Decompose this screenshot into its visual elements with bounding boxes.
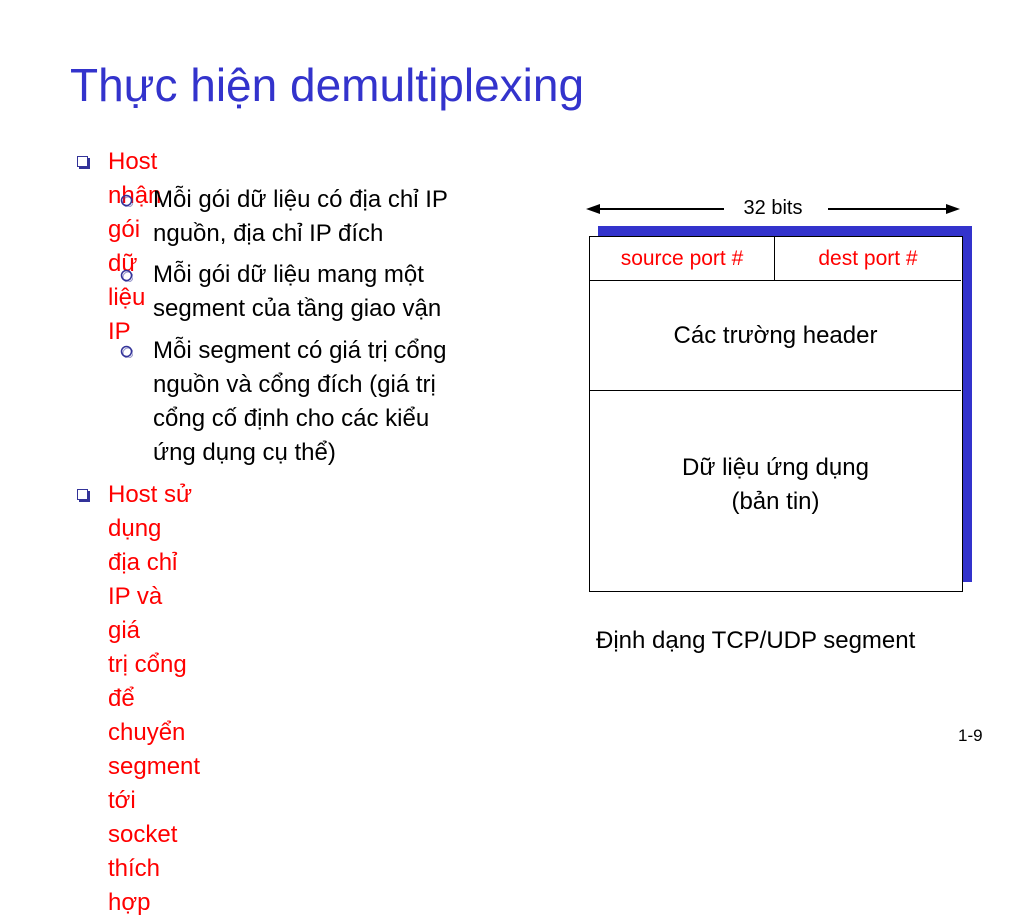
sub-bullet-line: Mỗi gói dữ liệu mang một bbox=[153, 261, 424, 288]
bullet-item-host-uses bbox=[108, 478, 200, 920]
square-bullet-icon bbox=[77, 156, 88, 167]
circle-bullet-icon bbox=[120, 269, 133, 282]
app-data-line: Dữ liệu ứng dụng bbox=[682, 454, 869, 481]
port-row bbox=[590, 237, 961, 281]
bullet-line: trị cổng để chuyển segment tới bbox=[108, 651, 201, 814]
bullet-line: socket thích hợp bbox=[108, 821, 178, 916]
source-port-field: source port # bbox=[590, 237, 775, 281]
dest-port-field: dest port # bbox=[818, 247, 918, 270]
bullet-text: Host nhận gói dữ liệu IP bbox=[108, 148, 162, 345]
sub-bullet-item bbox=[153, 258, 513, 326]
header-fields-row: Các trường header bbox=[590, 281, 961, 391]
square-bullet-icon bbox=[77, 489, 88, 500]
sub-bullet-line: nguồn, địa chỉ IP đích bbox=[153, 220, 384, 247]
app-data-line: (bản tin) bbox=[731, 488, 820, 515]
sub-bullet-item bbox=[153, 334, 513, 470]
sub-bullet-line: cổng cố định cho các kiểu bbox=[153, 405, 430, 432]
sub-bullet-line: Mỗi segment có giá trị cổng bbox=[153, 337, 447, 364]
page-number: 1-9 bbox=[958, 726, 983, 745]
bullet-line: Host sử dụng địa chỉ IP và giá bbox=[108, 481, 193, 644]
sub-bullet-line: segment của tầng giao vận bbox=[153, 295, 442, 322]
diagram-caption: Định dạng TCP/UDP segment bbox=[596, 627, 916, 654]
sub-bullet-line: Mỗi gói dữ liệu có địa chỉ IP bbox=[153, 186, 448, 213]
app-data-row bbox=[590, 451, 961, 519]
circle-bullet-icon bbox=[120, 345, 133, 358]
bits-label: 32 bits bbox=[743, 197, 803, 219]
sub-bullet-line: nguồn và cổng đích (giá trị bbox=[153, 371, 436, 398]
slide-title: Thực hiện demultiplexing bbox=[70, 59, 585, 111]
sub-bullet-item bbox=[153, 183, 513, 251]
sub-bullet-line: ứng dụng cụ thể) bbox=[153, 439, 336, 466]
segment-box bbox=[589, 236, 963, 592]
circle-bullet-icon bbox=[120, 194, 133, 207]
